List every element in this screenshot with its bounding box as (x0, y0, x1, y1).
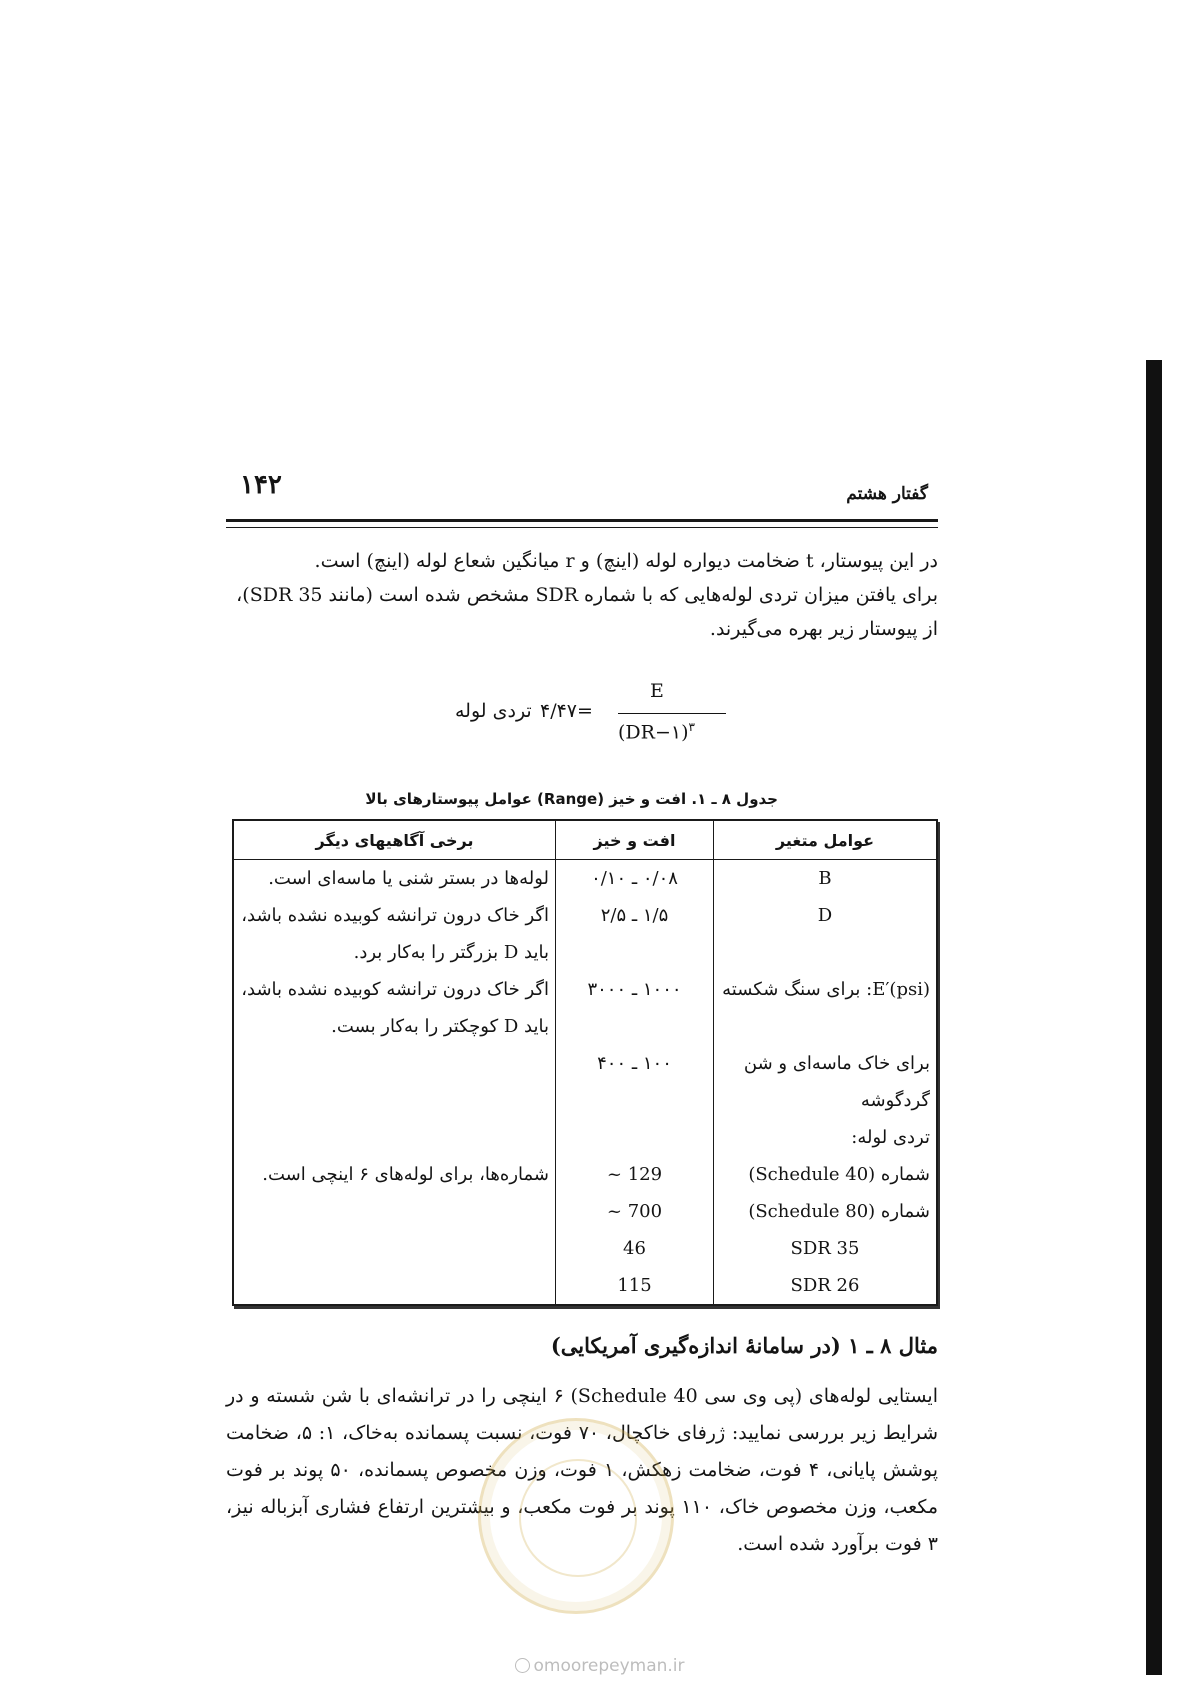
cell-variable: SDR 35 (714, 1230, 938, 1267)
site-watermark (490, 1656, 710, 1676)
cell-note: اگر خاک درون ترانشه کوبیده نشده باشد، (241, 979, 549, 1000)
table-row (233, 1082, 937, 1119)
cell-variable: D (714, 897, 938, 934)
cell-range: ۰/۰۸ ـ ۰/۱۰ (556, 860, 714, 898)
denominator-base: (DR−۱) (618, 721, 689, 744)
table-row (233, 1156, 937, 1193)
cell-range: ۱۰۰ ـ ۴۰۰ (556, 1045, 714, 1082)
intro-line: در این پیوستار، t ضخامت دیواره لوله (اینچ) و r میانگین شعاع لوله (اینچ) است. (314, 550, 938, 572)
page-edge-bar (1146, 360, 1162, 1675)
cell-variable: تردی لوله: (714, 1119, 938, 1156)
table-row (233, 934, 937, 971)
fraction-bar (618, 713, 726, 714)
cell-note: شماره‌ها، برای لوله‌های ۶ اینچی است. (262, 1164, 549, 1185)
example-paragraph: ایستایی لوله‌های (پی وی سی Schedule 40) ۶ اینچی را در ترانشه‌ای با شن شسته و در شرایط زیر بررسی نمایید: ژرفای خاکچال، ۷۰ فوت، نسبت پسمانده به‌خاک، ۱: ۵، ضخامت پوشش پایانی، ۴ فوت، ضخامت زهکش، ۱ فوت، وزن مخصوص پسمانده، ۵۰ پوند بر فوت مکعب، وزن مخصوص خاک، ۱۱۰ پوند بر فوت مکعب، و بیشترین ارتفاع فشاری آبزباله نیز، ۳ فوت برآورد شده است. (226, 1385, 939, 1555)
table-row (233, 1267, 937, 1305)
cell-note: باید D بزرگتر را به‌کار برد. (353, 942, 549, 963)
header-notes: برخی آگاهیهای دیگر (233, 820, 556, 860)
table-row (233, 1193, 937, 1230)
cell-note (233, 1082, 556, 1119)
cell-note: لوله‌ها در بستر شنی یا ماسه‌ای است. (268, 868, 549, 889)
cell-variable: برای خاک ماسه‌ای و شن (714, 1045, 938, 1082)
header-rule (226, 519, 938, 528)
cell-note (233, 1045, 556, 1082)
chapter-title: گفتار هشتم (846, 484, 928, 504)
formula-numerator: E (650, 680, 664, 702)
formula-coefficient: =۴/۴۷ (540, 700, 593, 722)
stamp-watermark (478, 1418, 674, 1614)
cell-range (556, 1119, 714, 1156)
cell-variable (714, 1008, 938, 1045)
table-row (233, 1119, 937, 1156)
cell-variable: شماره (Schedule 80) (714, 1193, 938, 1230)
cell-range: 46 (556, 1230, 714, 1267)
pipe-stiffness-formula (440, 680, 760, 760)
cell-note (233, 1193, 556, 1230)
intro-line: از پیوستار زیر بهره می‌گیرند. (709, 618, 938, 640)
globe-icon (515, 1658, 530, 1673)
table-row (233, 1230, 937, 1267)
cell-variable: گردگوشه (714, 1082, 938, 1119)
table-row (233, 971, 937, 1008)
cell-range (556, 1008, 714, 1045)
cell-variable: شماره (Schedule 40) (714, 1156, 938, 1193)
cell-variable: B (714, 860, 938, 898)
cell-note (233, 1267, 556, 1305)
cell-range: ۱/۵ ـ ۲/۵ (556, 897, 714, 934)
table-row (233, 1008, 937, 1045)
table-row (233, 860, 937, 898)
header-variable: عوامل متغیر (714, 820, 938, 860)
intro-paragraph (226, 544, 938, 646)
cell-range: ~ 700 (556, 1193, 714, 1230)
page-number: ۱۴۲ (240, 470, 282, 500)
cell-range: ~ 129 (556, 1156, 714, 1193)
example-title: مثال ۸ ـ ۱ (در سامانهٔ اندازه‌گیری آمریکایی) (550, 1333, 938, 1358)
variables-table (232, 819, 938, 1306)
header-range: افت و خیز (556, 820, 714, 860)
table-header-row (233, 820, 937, 860)
cell-note (233, 1230, 556, 1267)
table-row (233, 1045, 937, 1082)
cell-note: اگر خاک درون ترانشه کوبیده نشده باشد، (241, 905, 549, 926)
cell-variable: E′(psi): برای سنگ شکسته (714, 971, 938, 1008)
cell-note: باید D کوچکتر را به‌کار بست. (331, 1016, 549, 1037)
table-row (233, 897, 937, 934)
formula-denominator (618, 720, 695, 743)
cell-range: ۱۰۰۰ ـ ۳۰۰۰ (556, 971, 714, 1008)
cell-range (556, 934, 714, 971)
cell-variable: SDR 26 (714, 1267, 938, 1305)
cell-note (233, 1119, 556, 1156)
intro-line: برای یافتن میزان تردی لوله‌هایی که با شماره SDR مشخص شده است (مانند SDR 35)، (236, 584, 938, 606)
cell-range: 115 (556, 1267, 714, 1305)
formula-label: تردی لوله (455, 700, 532, 722)
denominator-exponent: ۳ (688, 720, 695, 734)
cell-range (556, 1082, 714, 1119)
stamp-inner-ring (519, 1459, 637, 1577)
site-url: omoorepeyman.ir (533, 1656, 685, 1676)
table-caption: جدول ۸ ـ ۱. افت و خیز (Range) عوامل پیوستارهای بالا (365, 790, 778, 808)
running-header (226, 470, 938, 526)
cell-variable (714, 934, 938, 971)
